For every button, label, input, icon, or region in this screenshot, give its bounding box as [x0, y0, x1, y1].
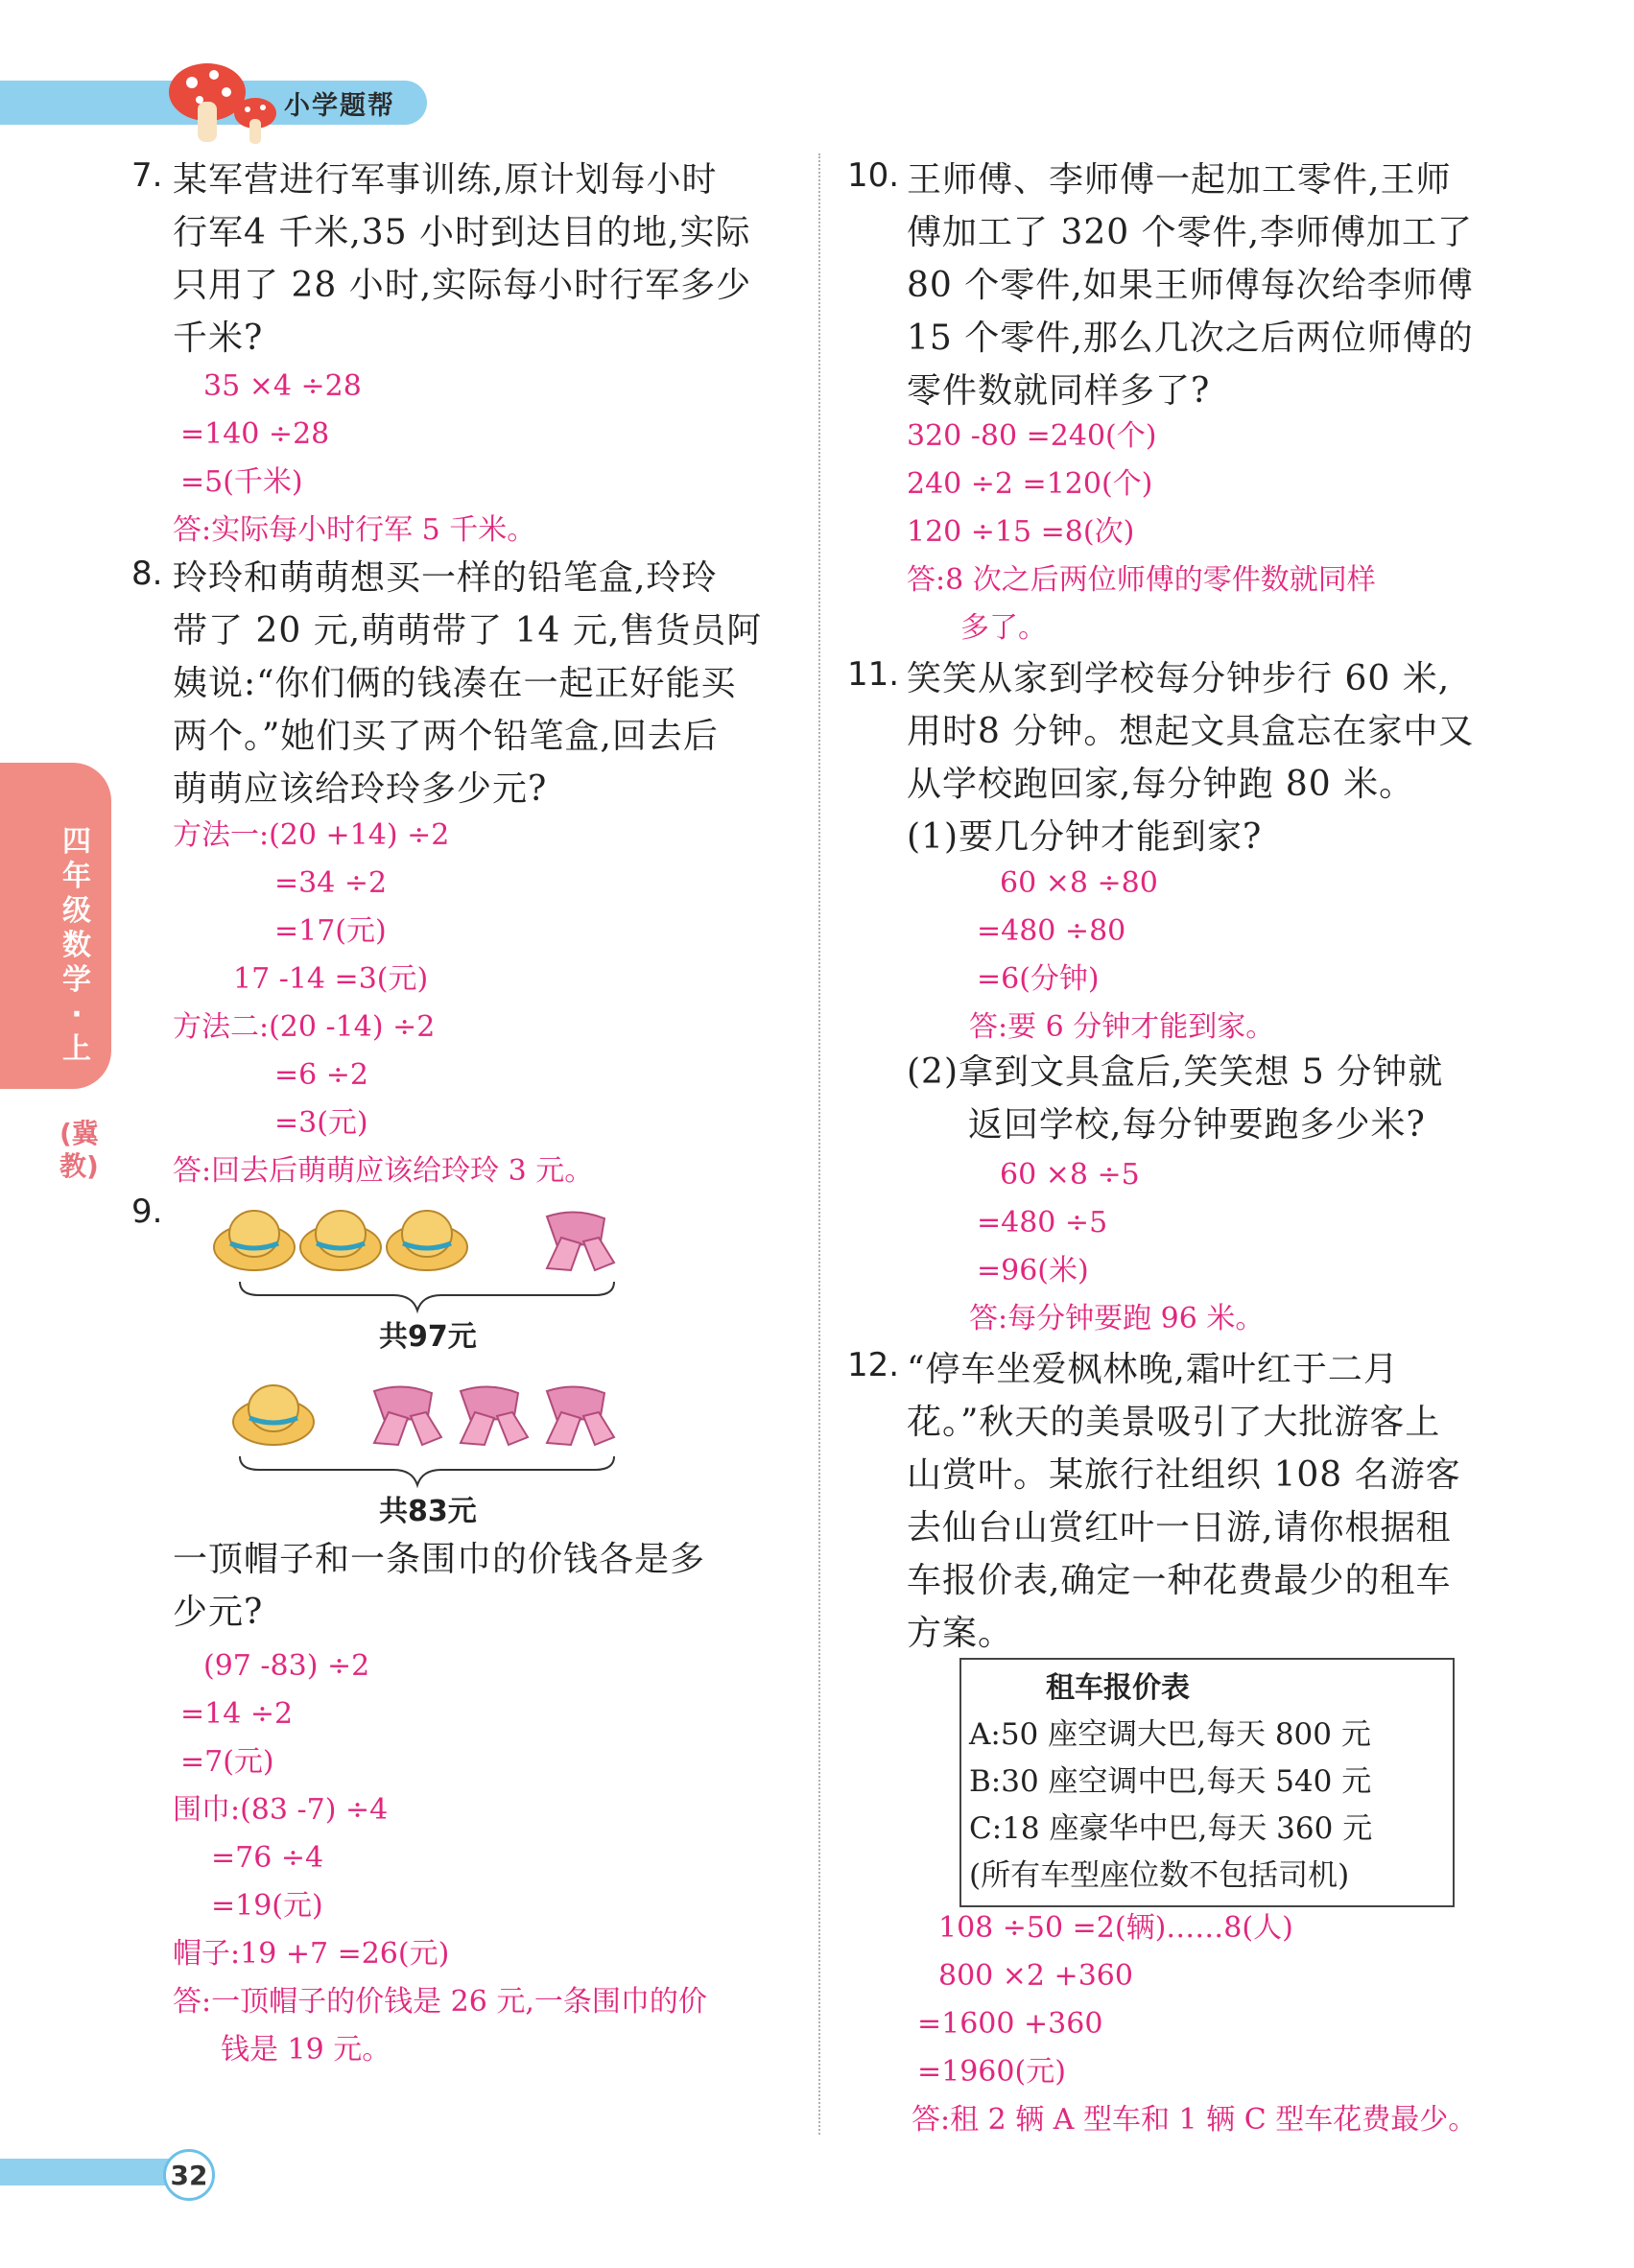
q11-answer-line: =480 ÷80 [977, 914, 1126, 948]
q9-answer-line: =7(元) [180, 1745, 274, 1779]
q10-line: 傅加工了 320 个零件,李师傅加工了 [907, 213, 1474, 252]
question-7-answer [173, 363, 796, 555]
question-9-text [173, 1533, 787, 1639]
q7-answer-line: =5(千米) [180, 465, 303, 499]
question-8-number: 8. [131, 555, 163, 593]
q11-line: 用时8 分钟。想起文具盒忘在家中又 [907, 712, 1475, 751]
q8-line: 两个。”她们买了两个铅笔盒,回去后 [173, 717, 719, 756]
scarf-icon [374, 1386, 441, 1445]
q8-answer-line: 答:回去后萌萌应该给玲玲 3 元。 [173, 1154, 594, 1188]
question-11-sub-2 [907, 1046, 1521, 1151]
question-12-answer [912, 1904, 1583, 2144]
q12-answer-line: 800 ×2 +360 [938, 1959, 1133, 1993]
q10-line: 王师傅、李师傅一起加工零件,王师 [907, 160, 1452, 200]
page-number: 32 [163, 2149, 215, 2201]
q11-answer-line: 60 ×8 ÷5 [1000, 1158, 1140, 1192]
side-edition-label: (冀教) [59, 1118, 99, 1182]
q12-answer-line: =1600 +360 [917, 2007, 1103, 2041]
q7-answer-line: =140 ÷28 [180, 417, 330, 451]
question-11-answer-2 [969, 1151, 1545, 1343]
q8-answer-line: 方法二:(20 -14) ÷2 [173, 1010, 436, 1044]
q8-answer-line: 17 -14 =3(元) [233, 962, 429, 996]
q9-line: 一顶帽子和一条围巾的价钱各是多 [173, 1540, 706, 1579]
q8-line: 姨说:“你们俩的钱凑在一起正好能买 [173, 664, 737, 703]
q7-line: 行军4 千米,35 小时到达目的地,实际 [173, 213, 751, 252]
q12-line: 车报价表,确定一种花费最少的租车 [907, 1561, 1452, 1600]
price-table-row: B:30 座空调中巴,每天 540 元 [969, 1764, 1372, 1799]
q11-sub-question-1: (1)要几分钟才能到家? [907, 817, 1263, 857]
header-title: 小学题帮 [284, 91, 395, 121]
price-table-title: 租车报价表 [1046, 1671, 1190, 1705]
q9-answer-line: 答:一顶帽子的价钱是 26 元,一条围巾的价 [173, 1985, 707, 2019]
q7-line: 只用了 28 小时,实际每小时行军多少 [173, 266, 752, 305]
q7-answer-line: 答:实际每小时行军 5 千米。 [173, 513, 536, 547]
question-10-number: 10. [847, 156, 900, 195]
q11-answer-line: =6(分钟) [977, 962, 1100, 996]
question-8-answer [173, 812, 796, 1195]
q10-line: 15 个零件,那么几次之后两位师傅的 [907, 319, 1474, 358]
q11-sub2-line: 返回学校,每分钟要跑多少米? [968, 1105, 1426, 1145]
q11-line: 从学校跑回家,每分钟跑 80 米。 [907, 765, 1415, 804]
q10-line: 零件数就同样多了? [907, 371, 1211, 411]
question-11-text [907, 652, 1521, 863]
q12-line: 花。”秋天的美景吸引了大批游客上 [907, 1403, 1441, 1442]
q8-line: 萌萌应该给玲玲多少元? [173, 769, 548, 809]
q12-line: 山赏叶。某旅行社组织 108 名游客 [907, 1455, 1461, 1495]
q8-answer-line: =17(元) [274, 914, 387, 948]
q9-answer-line: 帽子:19 +7 =26(元) [173, 1937, 450, 1971]
q12-line: 去仙台山赏红叶一日游,请你根据租 [907, 1508, 1452, 1547]
hat-icon [300, 1211, 381, 1270]
q9-answer-line: =19(元) [211, 1889, 323, 1923]
q9-answer-line: =76 ÷4 [211, 1841, 324, 1875]
q11-answer-line: 答:每分钟要跑 96 米。 [969, 1302, 1265, 1335]
q11-line: 笑笑从家到学校每分钟步行 60 米, [907, 659, 1451, 698]
q9-answer-line: =14 ÷2 [180, 1697, 294, 1731]
q8-answer-line: 方法一:(20 +14) ÷2 [173, 818, 450, 852]
q11-answer-line: 答:要 6 分钟才能到家。 [969, 1010, 1275, 1044]
q12-answer-line: 答:租 2 辆 A 型车和 1 辆 C 型车花费最少。 [912, 2103, 1478, 2137]
hat-icon [214, 1211, 295, 1270]
q7-answer-line: 35 ×4 ÷28 [203, 369, 362, 403]
question-9-answer [173, 1642, 806, 2074]
q7-line: 某军营进行军事训练,原计划每小时 [173, 160, 718, 200]
q9-answer-line: (97 -83) ÷2 [203, 1649, 370, 1683]
question-10-answer [907, 413, 1540, 652]
price-table-row: A:50 座空调大巴,每天 800 元 [969, 1717, 1371, 1752]
q8-answer-line: =34 ÷2 [274, 866, 388, 900]
hat-icon [233, 1385, 314, 1445]
q10-line: 80 个零件,如果王师傅每次给李师傅 [907, 266, 1474, 305]
price-table-row: C:18 座豪华中巴,每天 360 元 [969, 1811, 1373, 1846]
scarf-icon [547, 1212, 614, 1270]
column-divider [818, 154, 820, 2135]
q10-answer-line: 320 -80 =240(个) [907, 419, 1157, 453]
q10-answer-line: 240 ÷2 =120(个) [907, 467, 1153, 501]
q9-line: 少元? [173, 1593, 264, 1632]
q11-answer-line: =96(米) [977, 1254, 1089, 1288]
question-8-text [173, 552, 787, 815]
q12-line: “停车坐爱枫林晚,霜叶红于二月 [907, 1350, 1399, 1389]
q11-answer-line: =480 ÷5 [977, 1206, 1108, 1240]
question-11-answer-1 [969, 860, 1545, 1051]
picture-1-total: 共97元 [379, 1320, 477, 1354]
q11-sub2-line: (2)拿到文具盒后,笑笑想 5 分钟就 [907, 1052, 1444, 1092]
question-7-number: 7. [131, 156, 163, 195]
q10-answer-line: 120 ÷15 =8(次) [907, 515, 1135, 549]
question-9-number: 9. [131, 1193, 163, 1231]
side-tab [0, 763, 111, 1089]
q9-answer-line: 钱是 19 元。 [221, 2033, 391, 2067]
price-table-row: (所有车型座位数不包括司机) [969, 1858, 1350, 1893]
question-12-number: 12. [847, 1346, 900, 1384]
q7-line: 千米? [173, 319, 264, 358]
q11-answer-line: 60 ×8 ÷80 [1000, 866, 1158, 900]
price-table [959, 1658, 1455, 1907]
scarf-icon [461, 1386, 528, 1445]
picture-2-total: 共83元 [379, 1495, 477, 1528]
q12-answer-line: =1960(元) [917, 2055, 1066, 2089]
question-12-text [907, 1343, 1521, 1660]
hat-icon [387, 1211, 467, 1270]
side-tab-label: 四年级数学·上 [62, 825, 91, 1066]
q10-answer-line: 多了。 [960, 611, 1047, 645]
question-7-text [173, 154, 787, 365]
q12-answer-line: 108 ÷50 =2(辆)……8(人) [938, 1911, 1293, 1945]
question-10-text [907, 154, 1521, 417]
q12-line: 方案。 [907, 1614, 1014, 1653]
q10-answer-line: 答:8 次之后两位师傅的零件数就同样 [907, 563, 1376, 597]
q8-answer-line: =3(元) [274, 1106, 368, 1140]
q9-answer-line: 围巾:(83 -7) ÷4 [173, 1793, 389, 1827]
question-11-number: 11. [847, 655, 900, 694]
mushroom-icon [161, 54, 286, 150]
q8-line: 带了 20 元,萌萌带了 14 元,售货员阿 [173, 611, 763, 650]
q8-answer-line: =6 ÷2 [274, 1058, 368, 1092]
scarf-icon [547, 1386, 614, 1445]
q8-line: 玲玲和萌萌想买一样的铅笔盒,玲玲 [173, 558, 718, 598]
footer-bar [0, 2159, 171, 2185]
